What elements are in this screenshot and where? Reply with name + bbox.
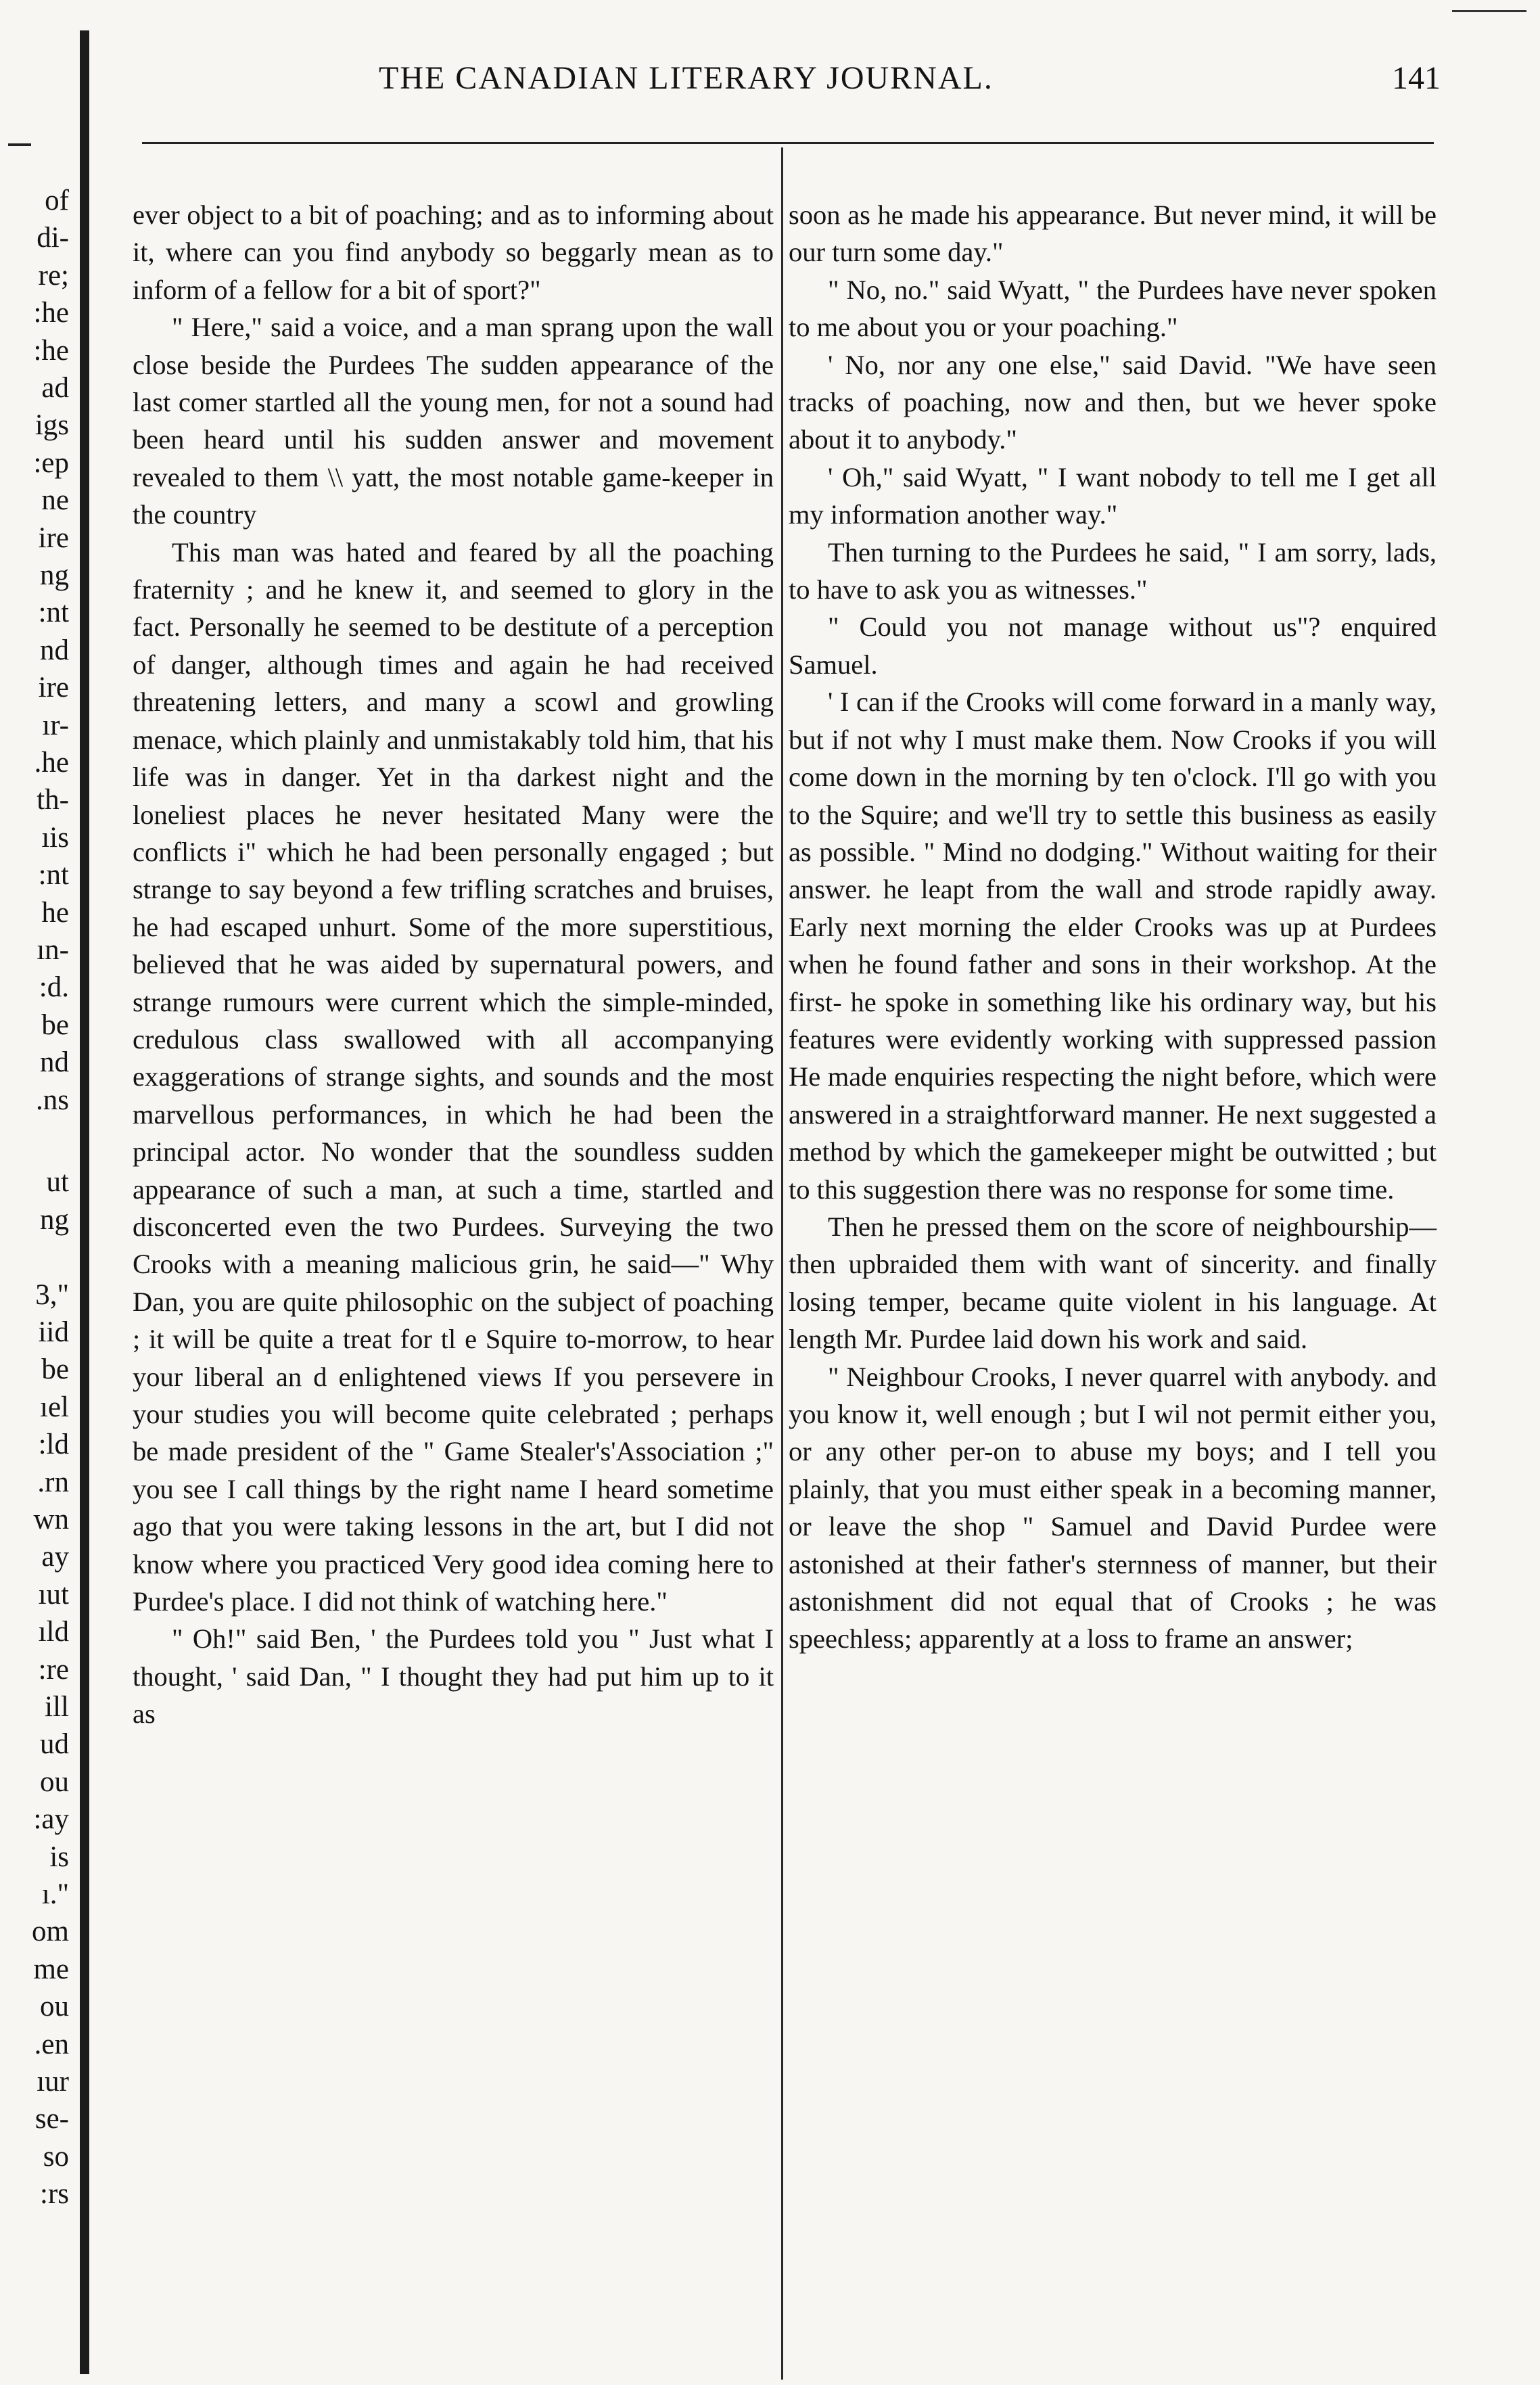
- paragraph: ' No, nor any one else," said David. "We have seen tracks of poaching, now and then, but we hever spoke about it to anybody.": [789, 349, 1437, 455]
- margin-fragment: di-: [37, 222, 69, 254]
- margin-fragment: ut: [46, 1166, 69, 1198]
- page-number: 141: [1392, 60, 1441, 96]
- paragraph: " Could you not manage without us"? enquired Samuel.: [789, 611, 1437, 680]
- margin-fragment: ire: [38, 672, 69, 703]
- margin-fragment: om: [32, 1916, 69, 1947]
- paragraph: ' Oh," said Wyatt, " I want nobody to tell me I get all my information another way.": [789, 461, 1437, 530]
- margin-fragment: .en: [34, 2029, 69, 2060]
- margin-fragment: ıur: [37, 2066, 69, 2098]
- paragraph: " Here," said a voice, and a man sprang upon the wall close beside the Purdees The sudden appearance of the last comer startled all the young men, for not a sound had been heard until his sudden answer and movement revealed to them \\ yatt, the most notable game-keeper in the country: [133, 312, 774, 530]
- margin-fragment: ı.": [41, 1878, 69, 1910]
- margin-fragment: be: [41, 1009, 69, 1041]
- margin-fragment: ıut: [38, 1579, 69, 1611]
- margin-fragment: wn: [33, 1504, 69, 1535]
- margin-fragment: ud: [40, 1728, 69, 1760]
- paragraph: " No, no." said Wyatt, " the Purdees have never spoken to me about you or your poaching.": [789, 274, 1437, 343]
- left-column: [133, 196, 774, 1733]
- margin-fragment: ıis: [41, 822, 69, 854]
- paragraph: Then he pressed them on the score of neighbourship—then upbraided them with want of sincerity. and finally losing temper, became quite violent in his language. At length Mr. Purdee laid down his work and said.: [789, 1211, 1437, 1355]
- paragraph: ever object to a bit of poaching; and as to informing about it, where can you find anybody so beggarly mean as to inform of a fellow for a bit of sport?": [133, 200, 774, 305]
- margin-fragment: ne: [41, 484, 69, 516]
- paragraph: This man was hated and feared by all the poaching fraternity ; and he knew it, and seemed to glory in the fact. Personally he seemed to be destitute of a perception of danger, although times and again he had received threatening letters, and many a scowl and growling menace, which plainly and unmistakably told him, that his life was in danger. Yet in tha darkest night and the loneliest places he never hesitated Many were the conflicts i" which he had been personally engaged ; but strange to say beyond a few trifling scratches and bruises, he had escaped unhurt. Some of the more superstitious, believed that he was aided by supernatural powers, and strange rumours were current which the simple-minded, credulous class swallowed with all accompanying exaggerations of strange sights, and sounds and the most marvellous performances, in which he had been the principal actor. No wonder that the soundless sudden appearance of such a man, at such a time, startled and disconcerted even the two Purdees. Surveying the two Crooks with a meaning malicious grin, he said—" Why Dan, you are quite philosophic on the subject of poaching ; it will be quite a treat for tl e Squire to-morrow, to hear your liberal an d enlightened views If you persevere in your studies you will become quite celebrated ; perhaps be made president of the " Game Stealer's'Association ;" you see I call things by the right name I heard sometime ago that you were taking lessons in the art, but I did not know where you practiced Very good idea coming here to Purdee's place. I did not think of watching here.": [133, 536, 774, 1617]
- margin-fragment: ıld: [38, 1616, 69, 1648]
- margin-fragment: :he: [33, 335, 69, 367]
- margin-fragment: ıel: [40, 1391, 69, 1423]
- margin-fragment: :rs: [40, 2178, 69, 2210]
- margin-fragment: :re: [38, 1654, 69, 1686]
- margin-fragment: ng: [40, 1204, 69, 1236]
- paragraph: " Neighbour Crooks, I never quarrel with anybody. and you know it, well enough ; but I wil not permit either you, or any other per-on to abuse my boys; and I tell you plainly, that you must either speak in a becoming manner, or leave the shop " Samuel and David Purdee were astonished at their father's sternness of manner, but their astonishment did not equal that of Crooks ; he was speechless; apparently at a loss to frame an answer;: [789, 1361, 1437, 1654]
- paragraph: soon as he made his appearance. But never mind, it will be our turn some day.": [789, 200, 1437, 268]
- margin-fragment: re;: [38, 260, 69, 292]
- margin-fragment: .he: [34, 747, 69, 779]
- margin-fragment: ng: [40, 559, 69, 591]
- margin-fragment: se-: [34, 2103, 69, 2135]
- margin-fragment: th-: [37, 784, 69, 816]
- margin-fragment: nd: [40, 634, 69, 666]
- margin-fragment: ill: [45, 1691, 69, 1723]
- margin-fragment: ou: [40, 1766, 69, 1798]
- top-edge-dash: [1452, 10, 1526, 12]
- margin-fragment: he: [41, 897, 69, 929]
- margin-fragment: :nt: [38, 859, 69, 891]
- margin-fragment: :nt: [38, 597, 69, 628]
- margin-fragment: ın-: [37, 934, 69, 966]
- binding-spine-shadow: [80, 30, 89, 2374]
- margin-fragment: me: [33, 1953, 69, 1985]
- margin-fragment: :ep: [33, 447, 69, 479]
- margin-fragment: 3,": [35, 1279, 69, 1311]
- left-margin-tick: [8, 143, 31, 146]
- margin-fragment: .rn: [37, 1466, 69, 1498]
- margin-fragment: iid: [38, 1316, 69, 1348]
- margin-fragment: so: [43, 2141, 69, 2173]
- page-header: [135, 60, 1441, 107]
- margin-fragment: nd: [40, 1046, 69, 1078]
- header-rule: [142, 142, 1434, 144]
- paragraph: Then turning to the Purdees he said, " I am sorry, lads, to have to ask you as witnesses.": [789, 536, 1437, 605]
- margin-fragment: ay: [41, 1541, 69, 1573]
- margin-fragment: .ns: [36, 1084, 69, 1116]
- margin-fragment: be: [41, 1353, 69, 1385]
- running-title: THE CANADIAN LITERARY JOURNAL.: [379, 60, 994, 96]
- column-divider: [781, 147, 783, 2380]
- margin-fragment: :d.: [39, 971, 69, 1003]
- margin-fragment: :ld: [38, 1429, 69, 1460]
- margin-fragment: ou: [40, 1991, 69, 2022]
- margin-fragment: igs: [34, 409, 69, 441]
- margin-fragment: is: [49, 1841, 69, 1873]
- margin-fragment: :ay: [33, 1803, 69, 1835]
- paragraph: " Oh!" said Ben, ' the Purdees told you " Just what I thought, ' said Dan, " I thought they had put him up to it as: [133, 1623, 774, 1730]
- margin-fragment: ire: [38, 522, 69, 554]
- margin-fragment: ad: [41, 372, 69, 404]
- margin-fragment: :he: [33, 297, 69, 329]
- right-column: [789, 196, 1437, 1658]
- paragraph: ' I can if the Crooks will come forward in a manly way, but if not why I must make them. Now Crooks if you will come down in the morning by ten o'clock. I'll go with you to the Squire; and we'll try to settle this business as easily as possible. " Mind no dodging." Without waiting for their answer. he leapt from the wall and strode rapidly away. Early next morning the elder Crooks was up at Purdees when he found father and sons in their workshop. At the first- he spoke in something like his ordinary way, but his features were evidently working with suppressed passion He made enquiries respecting the night before, which were answered in a straightforward manner. He next suggested a method by which the gamekeeper might be outwitted ; but to this suggestion there was no response for some time.: [789, 687, 1437, 1205]
- margin-fragment: of: [45, 185, 69, 216]
- margin-fragment: ır-: [42, 710, 69, 741]
